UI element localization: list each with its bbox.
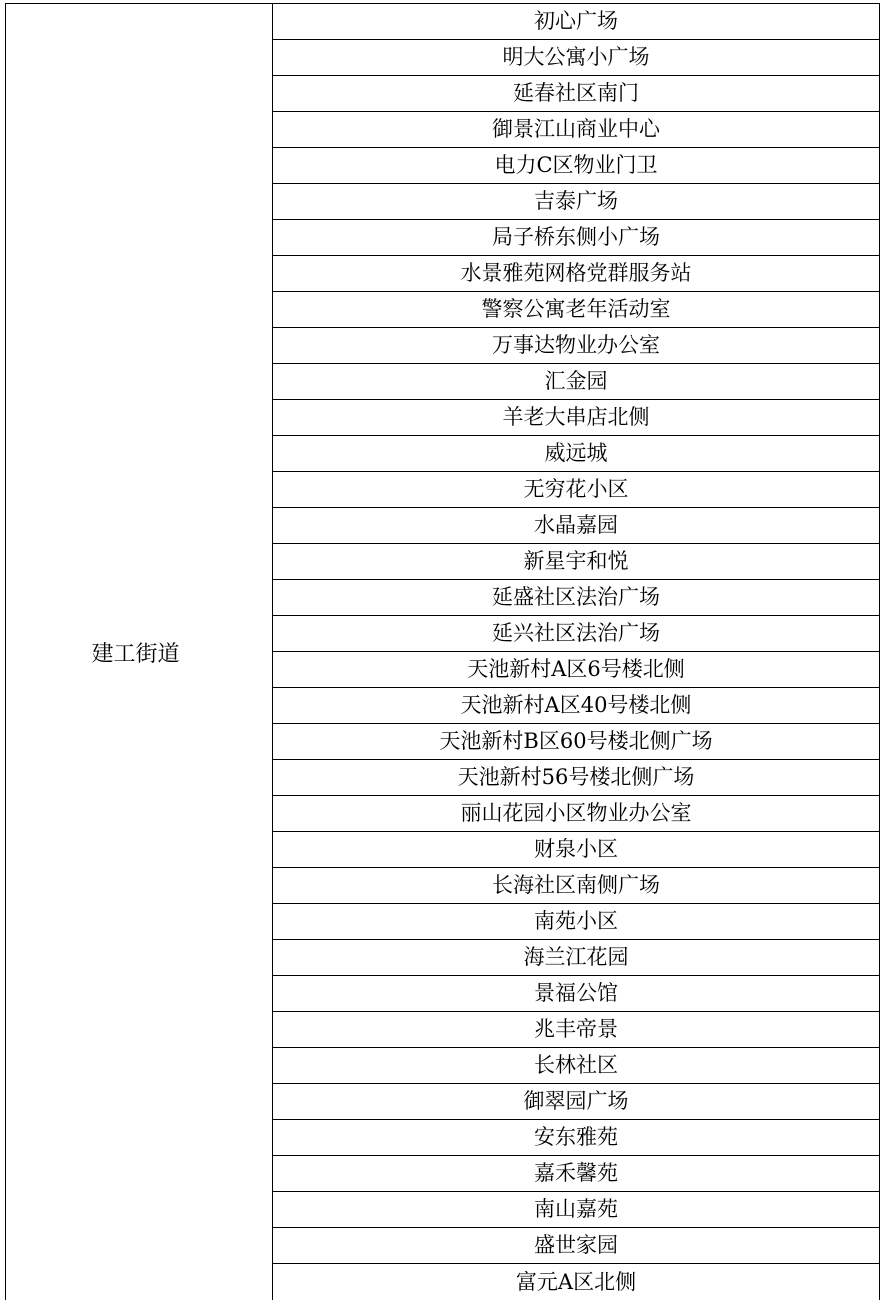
location-name: 兆丰帝景: [534, 1017, 618, 1041]
location-row: [273, 400, 879, 436]
location-name: 水晶嘉园: [534, 513, 618, 537]
location-name: 天池新村A区40号楼北侧: [460, 693, 692, 717]
district-cell: [6, 4, 273, 1300]
location-name: 丽山花园小区物业办公室: [460, 801, 692, 825]
location-name: 天池新村A区6号楼北侧: [467, 657, 685, 681]
location-row: [273, 184, 879, 220]
location-name: 富元A区北侧: [515, 1269, 637, 1294]
location-row: [273, 292, 879, 328]
location-name: 延兴社区法治广场: [492, 621, 660, 645]
location-row: [273, 472, 879, 508]
location-name: 威远城: [544, 441, 608, 465]
location-row: [273, 220, 879, 256]
location-name: 警察公寓老年活动室: [481, 297, 671, 321]
location-name: 嘉禾馨苑: [534, 1161, 618, 1185]
location-row: [273, 328, 879, 364]
location-name: 景福公馆: [534, 981, 618, 1005]
location-row: [273, 724, 879, 760]
location-list: [273, 4, 879, 1300]
location-name: 水景雅苑网格党群服务站: [460, 261, 692, 285]
location-name: 长海社区南侧广场: [492, 873, 660, 897]
location-row: [273, 1264, 879, 1300]
district-name: 建工街道: [91, 641, 180, 667]
location-row: [273, 1156, 879, 1192]
location-row: [273, 580, 879, 616]
location-name: 长林社区: [534, 1053, 618, 1077]
location-name: 局子桥东侧小广场: [492, 225, 660, 249]
location-row: [273, 796, 879, 832]
location-name: 无穷花小区: [523, 477, 629, 501]
location-row: [273, 544, 879, 580]
location-name: 电力C区物业门卫: [494, 153, 658, 177]
location-row: [273, 1228, 879, 1264]
location-name: 海兰江花园: [523, 945, 629, 969]
location-row: [273, 436, 879, 472]
location-name: 新星宇和悦: [523, 549, 629, 573]
location-name: 羊老大串店北侧: [502, 405, 650, 429]
location-row: [273, 1120, 879, 1156]
location-name: 万事达物业办公室: [492, 333, 660, 357]
location-table: [5, 3, 880, 1300]
location-row: [273, 616, 879, 652]
location-row: [273, 76, 879, 112]
location-row: [273, 1084, 879, 1120]
location-name: 南苑小区: [534, 909, 618, 933]
location-row: [273, 40, 879, 76]
location-row: [273, 652, 879, 688]
location-name: 天池新村56号楼北侧广场: [457, 765, 695, 789]
location-row: [273, 1012, 879, 1048]
location-name: 汇金园: [544, 369, 608, 393]
location-name: 盛世家园: [534, 1233, 618, 1257]
location-row: [273, 364, 879, 400]
location-row: [273, 868, 879, 904]
location-row: [273, 688, 879, 724]
location-row: [273, 112, 879, 148]
location-row: [273, 976, 879, 1012]
location-row: [273, 940, 879, 976]
location-row: [273, 148, 879, 184]
location-name: 延盛社区法治广场: [492, 585, 660, 609]
location-name: 御景江山商业中心: [492, 117, 660, 141]
location-row: [273, 760, 879, 796]
location-name: 安东雅苑: [534, 1125, 618, 1149]
location-name: 吉泰广场: [534, 189, 618, 213]
location-name: 延春社区南门: [513, 81, 639, 105]
location-name: 初心广场: [534, 9, 618, 33]
location-row: [273, 256, 879, 292]
location-row: [273, 832, 879, 868]
location-name: 明大公寓小广场: [502, 45, 650, 69]
location-row: [273, 1192, 879, 1228]
location-name: 御翠园广场: [523, 1089, 629, 1113]
location-row: [273, 4, 879, 40]
location-row: [273, 508, 879, 544]
location-name: 南山嘉苑: [534, 1197, 618, 1221]
location-row: [273, 1048, 879, 1084]
location-name: 财泉小区: [534, 837, 618, 861]
location-name: 天池新村B区60号楼北侧广场: [439, 729, 713, 753]
location-row: [273, 904, 879, 940]
